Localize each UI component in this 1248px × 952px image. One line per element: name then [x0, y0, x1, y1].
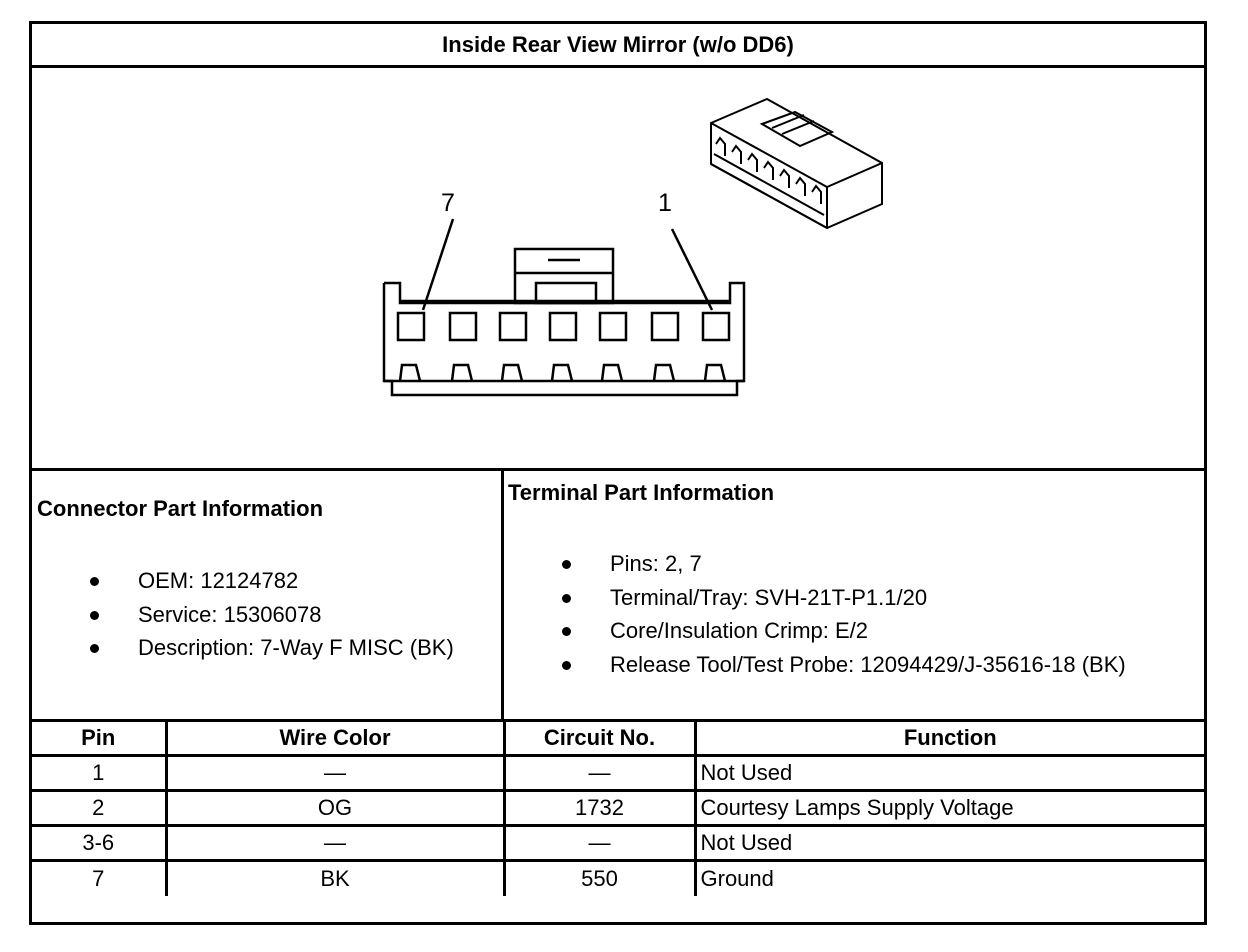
connector-isometric [711, 99, 882, 228]
connector-figure [32, 68, 1204, 468]
cell-pin: 1 [32, 756, 166, 791]
terminal-info-heading: Terminal Part Information [508, 480, 775, 505]
cell-circuit-no: — [504, 756, 695, 791]
terminal-info-item: Pins: 2, 7 [562, 547, 1126, 581]
connector-sheet [29, 21, 1207, 925]
table-row [32, 861, 1204, 896]
connector-info-list [90, 564, 454, 665]
cell-pin: 3-6 [32, 826, 166, 861]
pin-label-7: 7 [441, 189, 455, 217]
part-info-row [32, 468, 1204, 719]
cell-wire-color: OG [166, 791, 504, 826]
header-pin: Pin [32, 721, 166, 756]
pin-7-leader [423, 219, 453, 310]
table-row [32, 756, 1204, 791]
cell-circuit-no: 550 [504, 861, 695, 896]
connector-info-heading: Connector Part Information [37, 496, 324, 521]
pin-1-leader [672, 229, 712, 310]
cell-wire-color: — [166, 756, 504, 791]
header-function: Function [695, 721, 1204, 756]
terminal-part-info [504, 471, 1204, 719]
table-row [32, 826, 1204, 861]
pin-label-1: 1 [658, 189, 672, 217]
table-row [32, 791, 1204, 826]
cell-wire-color: BK [166, 861, 504, 896]
cell-function: Not Used [695, 756, 1204, 791]
header-wire-color: Wire Color [166, 721, 504, 756]
connector-latch [515, 249, 613, 303]
terminal-info-item: Release Tool/Test Probe: 12094429/J-35616-18 (BK) [562, 648, 1126, 682]
page-title: Inside Rear View Mirror (w/o DD6) [32, 24, 1204, 68]
cell-pin: 7 [32, 861, 166, 896]
header-circuit-no: Circuit No. [504, 721, 695, 756]
table-header-row [32, 721, 1204, 756]
connector-info-item: OEM: 12124782 [90, 564, 454, 598]
connector-drawing [32, 68, 1204, 468]
cell-wire-color: — [166, 826, 504, 861]
terminal-info-list [562, 547, 1126, 681]
cell-pin: 2 [32, 791, 166, 826]
terminal-info-item: Terminal/Tray: SVH-21T-P1.1/20 [562, 581, 1126, 615]
connector-part-info [32, 471, 504, 719]
connector-info-item: Service: 15306078 [90, 598, 454, 632]
pinout-table [32, 719, 1204, 896]
cell-function: Courtesy Lamps Supply Voltage [695, 791, 1204, 826]
cell-circuit-no: — [504, 826, 695, 861]
terminal-info-item: Core/Insulation Crimp: E/2 [562, 614, 1126, 648]
cell-function: Not Used [695, 826, 1204, 861]
cell-circuit-no: 1732 [504, 791, 695, 826]
connector-info-item: Description: 7-Way F MISC (BK) [90, 631, 454, 665]
cell-function: Ground [695, 861, 1204, 896]
